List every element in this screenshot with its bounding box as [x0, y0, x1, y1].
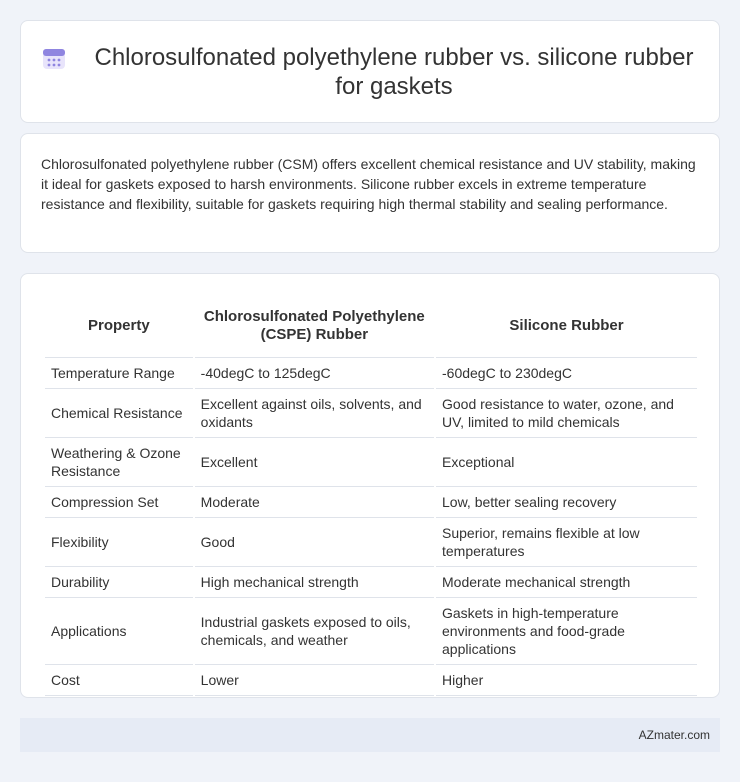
silicone-cell: Superior, remains flexible at low temperatures: [436, 518, 697, 567]
footer-brand: AZmater.com: [638, 728, 710, 742]
cspe-cell: Lower: [195, 665, 434, 696]
table-row: [45, 598, 697, 665]
table-row: [45, 438, 697, 487]
header-cspe: Chlorosulfonated Polyethylene (CSPE) Rubber: [195, 294, 434, 358]
property-cell: Cost: [45, 665, 193, 696]
property-cell: Flexibility: [45, 518, 193, 567]
table-row: [45, 518, 697, 567]
title-card: [20, 20, 720, 123]
silicone-cell: Higher: [436, 665, 697, 696]
property-cell: Chemical Resistance: [45, 389, 193, 438]
footer: [20, 718, 720, 752]
silicone-cell: Exceptional: [436, 438, 697, 487]
page-title: Chlorosulfonated polyethylene rubber vs. silicone rubber for gaskets: [94, 43, 694, 100]
cspe-cell: Excellent: [195, 438, 434, 487]
title-wrap: [21, 21, 719, 122]
cspe-cell: Moderate: [195, 487, 434, 518]
header-property: Property: [45, 294, 193, 358]
table-row: [45, 487, 697, 518]
cspe-cell: -40degC to 125degC: [195, 358, 434, 389]
silicone-cell: Gaskets in high-temperature environments and food-grade applications: [436, 598, 697, 665]
cspe-cell: Industrial gaskets exposed to oils, chemicals, and weather: [195, 598, 434, 665]
cspe-cell: Excellent against oils, solvents, and oxidants: [195, 389, 434, 438]
table-row: [45, 567, 697, 598]
header-silicone: Silicone Rubber: [436, 294, 697, 358]
property-cell: Weathering & Ozone Resistance: [45, 438, 193, 487]
property-cell: Compression Set: [45, 487, 193, 518]
property-cell: Temperature Range: [45, 358, 193, 389]
silicone-cell: Low, better sealing recovery: [436, 487, 697, 518]
table-row: [45, 358, 697, 389]
comparison-table: [43, 294, 699, 696]
silicone-cell: Good resistance to water, ozone, and UV, limited to mild chemicals: [436, 389, 697, 438]
calendar-icon: [41, 45, 67, 71]
cspe-cell: Good: [195, 518, 434, 567]
silicone-cell: Moderate mechanical strength: [436, 567, 697, 598]
table-row: [45, 665, 697, 696]
table-row: [45, 389, 697, 438]
silicone-cell: -60degC to 230degC: [436, 358, 697, 389]
property-cell: Applications: [45, 598, 193, 665]
table-header-row: [45, 294, 697, 358]
property-cell: Durability: [45, 567, 193, 598]
table-card: [20, 273, 720, 698]
summary-text: Chlorosulfonated polyethylene rubber (CSM) offers excellent chemical resistance and UV stability, making it ideal for gaskets exposed to harsh environments. Silicone rubber excels in extreme temperature resistance and flexibility, suitable for gaskets requiring high thermal stability and sealing performance.: [41, 156, 696, 212]
summary-card: [20, 133, 720, 253]
cspe-cell: High mechanical strength: [195, 567, 434, 598]
